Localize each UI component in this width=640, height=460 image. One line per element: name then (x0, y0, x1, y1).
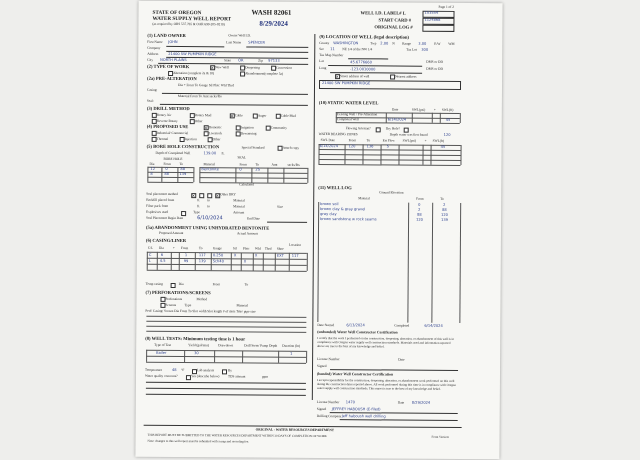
unbonded-cert-title: (unbonded) Water Well Constructor Certification (317, 329, 398, 335)
section-location-title: (9) LOCATION OF WELL (legal description) (319, 33, 409, 40)
well-log-table: Material From To brown soil 0 2 brown clay & gray gravel 2 88 gray clay 88 120 brown sandstone w rock seams 120 139 (317, 197, 460, 328)
well-label-caption: WELL I.D. LABEL# L (360, 10, 406, 16)
owner-well-id-label: Owner Well I.D. (228, 33, 251, 38)
date-completed-value: 6/14/2024 (424, 323, 443, 328)
section-well-log-title: (11) WELL LOG (318, 184, 352, 191)
owner-city: NORTH PLAINS (160, 57, 187, 63)
well-report-page: Page 1 of 2 STATE OF OREGON WATER SUPPLY WELL REPORT (as required by ORS 537.765 & OAR 690-205-0210) WASH 82061 8/29/2024 WELL I.D. LABEL# L 153554 START CARD # 1124868 ORIGINAL LOG # (1) LAND OWNER Owner Well I.D. First Name JOHN Last Name SPENCER Company Address 21400 SW PUMPKIN RIDGE City NORTH PLAINS State OR Zip 97133 (2) TYPE OF WORK ✕ New Well Deepening Conversion Alteration (complete 2a & 10) Abandonment(complete 5a) (2a) PRE-ALTERATION Dia + From To Gauge Stl Plstc Wld Thrd Casing: Material From To Amt sacks/lbs Seal: (3) DRILL METHOD Rotary Air Rotary Mud ✕ Cable Auger Cable Mud Reverse Rotary Other (4) PROPOSED USE ✕ Domestic Irrigation Community Industrial/ Commercial Livestock Dewatering Thermal Injection Other (5) BORE HOLE CONSTRUCTION Special Standard Attach copy Depth of Completed Well 139.00 ft. BORE HOLE SEAL Dia From To 12 0 88 8 88 139 Material From To Amt sacks/lbs Bentonite 0 25 Calculated Seal placement method ✕ ✕ Other DRY Backfill placed from ft. to Material Filter pack from ft. to Material Size Explosives used Type Amount Seal Placement Begin Date 6/10/2024 End Date (5a) ABANDONMENT USING UNHYDRATED BENTONITE Proposed Amount Actual Amount (6) CASING/LINER C/L Dia + From To Gauge Stl Plstc Wld Thrd Shoe Location C 6 1 117 0.250 X X EXT 117 L 4.5 99 139 Sch40 X Temp casing Dia From To (7) PERFORATIONS/SCREENS Perforations Method Screens Type Material Perf/ Casing/ Screen Dia From To Slot width Slot length # of slots Tele/ pipe size (8) WELL TESTS: Minimum testing time is 1 hour Type of Test Yield (gal/min) Drawdown Drill Stem/ Pump Depth Duration (hr) Bailer 30 1 Temperature 48 °F Lab analysis By Water quality concerns? Yes (describe below) TDS amount ppm (9) LOCATION OF WELL (legal description) County WASHINGTON Twp 2.00 N Range 3.00 E/W WM Sec 11 NE 1/4 of the NW 1/4 Tax Lot 300 Tax Map Number Lat 45.6776660 DMS or DD Long -123.0010000 DMS or DD ✕ Street address of well Nearest address 21400 SW PUMPKIN RIDGE (10) STATIC WATER LEVEL Date SWL(psi) + SWL(ft) Existing Well / Pre-Alteration Completed Well 6/14/2024 45 Flowing Artesian? Dry Hole? WATER BEARING ZONES Depth water was first found 120 SWL Date From To Est Flow SWL(psi) + SWL(ft) 6/14/2024 120 136 5 45 (11) WELL LOG Ground Elevation Material From To brown soil 0 2 brown clay & gray gravel 2 88 gray clay 88 120 brown sandstone w rock seams 120 139 Date Started 6/13/2024 Completed 6/14/2024 (unbonded) Water Well Constructor Certification I certify that the work I performed on the construction, deepening, alteration, or abandonment of this well is in compliance with Oregon water supply well construction standards. Materials used and information reported above are true to the best of my knowledge and belief. License Number Date Signed (bonded) Water Well Constructor Certification I accept responsibility for the construction, deepening, alteration, or abandonment work performed on this well during the construction dates reported above. All work performed during this time is in compliance with Oregon water supply well construction standards. This report is true to the best of my knowledge and belief. License Number 1470 Date 8/29/2024 Signed JEFFREY HABOUSH (E-filed) Drilling Company Jeff haboush well drilling ORIGINAL - WATER RESOURCES DEPARTMENT THIS REPORT MUST BE SUBMITTED TO THE WATER RESOURCES DEPARTMENT WITHIN 30 DAYS OF COMPLETION OF WORK Form Version: Note: changes to this well report must be submitted with a map and recording fee. (135, 1, 502, 460)
well-tests-table: Type of Test Yield (gal/min) Drawdown Drill Stem/ Pump Depth Duration (hr) Bailer 30 1 (146, 344, 306, 367)
footer-copy: ORIGINAL - WATER RESOURCES DEPARTMENT (255, 427, 335, 433)
log-row-4-material: brown sandstone w rock seams (320, 217, 377, 222)
county-value: WASHINGTON (333, 41, 359, 46)
bearing-date: 6/14/2024 (319, 144, 339, 149)
latitude-value: 45.6776660 (350, 60, 372, 65)
seal-begin-date: 6/10/2024 (197, 215, 223, 222)
casing-liner-table: C/L Dia + From To Gauge Stl Plstc Wld Thrd Shoe Location C 6 1 117 0.250 X X EXT 117 L 4.5 99 139 Sch40 X (147, 247, 307, 280)
log-row-2-from: 2 (418, 207, 421, 212)
date-started-value: 6/13/2024 (346, 323, 365, 328)
owner-state: OR (238, 58, 244, 63)
log-row-2-to: 88 (442, 207, 447, 212)
seal-method-a-checkbox (191, 193, 196, 198)
dry-hole-checkbox (404, 127, 409, 132)
report-date: 8/29/2024 (259, 19, 288, 28)
well-label-value: 153554 (424, 10, 439, 15)
bearing-flow: 5 (386, 144, 389, 149)
county-code: WASH 82061 (251, 8, 292, 17)
test-yield: 30 (194, 350, 199, 355)
section-abandonment-title: (5a) ABANDONMENT USING UNHYDRATED BENTONITE (145, 224, 270, 231)
bonded-license-number: 1470 (345, 400, 355, 405)
log-row-2-material: brown clay & gray gravel (320, 207, 366, 212)
completed-depth-value: 139.00 (203, 151, 217, 156)
owner-last-name: SPENCER (248, 40, 266, 45)
quarter-section: NE 1/4 of the NW 1/4 (342, 47, 373, 52)
section-land-owner-title: (1) LAND OWNER (147, 32, 186, 39)
flowing-artesian-checkbox (376, 127, 381, 132)
section-type-of-work-title: (2) TYPE OF WORK (147, 63, 190, 70)
well-street-address: 21400 SW PUMPKIN RIDGE (322, 80, 371, 85)
footer-note: Note: changes to this well report must be submitted with a map and recording fee. (147, 438, 250, 444)
temperature-value: 48 (172, 367, 177, 373)
owner-zip: 97133 (268, 58, 280, 63)
bonded-date: 8/29/2024 (411, 400, 431, 405)
page-number: Page 1 of 2 (438, 4, 454, 9)
township-value: 2.00 (380, 41, 389, 46)
seal-table: Material From To Amt sacks/lbs Bentonite 0 25 Calculated (199, 163, 307, 189)
owner-address: 21400 SW PUMPKIN RIDGE (168, 51, 217, 57)
bearing-to: 136 (366, 144, 374, 149)
bonded-cert-title: (bonded) Water Well Constructor Certification (316, 371, 394, 377)
bore-row-1-to: 88 (180, 167, 186, 172)
section-drill-method-title: (3) DRILL METHOD (146, 105, 190, 112)
unbonded-cert-text: I certify that the work I performed on the construction, deepening, alteration, or abandonment of this well is in compliance with Oregon water supply well construction standards. Materials used and information reported above are true to the best of my knowledge and belief. (317, 335, 454, 349)
section-bore-hole-title: (5) BORE HOLE CONSTRUCTION (146, 143, 220, 150)
bore-row-2-dia: 8 (150, 171, 153, 176)
bore-row-2-to: 139 (179, 172, 187, 177)
range-value: 3.00 (418, 41, 427, 46)
bearing-swl: 45 (440, 144, 446, 149)
log-row-1-to: 2 (443, 202, 446, 207)
report-title: WATER SUPPLY WELL REPORT (152, 15, 232, 23)
footer-instructions: THIS REPORT MUST BE SUBMITTED TO THE WATER RESOURCES DEPARTMENT WITHIN 30 DAYS OF COMPLETION OF WORK (147, 432, 327, 439)
section-static-water-title: (10) STATIC WATER LEVEL (318, 99, 379, 106)
bearing-from: 120 (348, 144, 356, 149)
original-log-caption: ORIGINAL LOG # (374, 24, 413, 30)
start-card-value: 1124868 (424, 17, 441, 22)
first-found-depth: 120 (443, 132, 451, 137)
test-duration: 1 (290, 351, 293, 356)
longitude-value: -123.0010000 (350, 67, 376, 72)
start-card-caption: START CARD # (378, 17, 412, 23)
seal-method-b-checkbox (199, 193, 204, 198)
tax-lot-value: 300 (421, 47, 429, 52)
water-bearing-table: SWL Date From To Est Flow SWL(psi) + SWL(ft) 6/14/2024 120 136 5 45 (318, 139, 460, 170)
drilling-company: Jeff haboush well drilling (341, 414, 386, 419)
log-row-4-to: 139 (441, 217, 448, 222)
log-row-3-material: gray clay (320, 212, 337, 217)
temp-casing-checkbox (171, 282, 176, 287)
section-pre-alteration-title: (2a) PRE-ALTERATION (147, 75, 197, 82)
bore-row-2-from: 88 (164, 171, 169, 176)
lab-yes-checkbox (222, 369, 227, 374)
owner-first-name: JOHN (168, 39, 178, 45)
seal-row-1-to: 25 (255, 167, 261, 172)
bonded-signature: JEFFREY HABOUSH (E-filed) (331, 407, 381, 412)
completed-swl-ft: 45 (445, 117, 451, 122)
bonded-cert-text: I accept responsibility for the construction, deepening, alteration, or abandonment work performed on this well during the construction dates reported above. All work performed during this time is in compliance with Oregon water supply well construction standards. This report is true to the best of my knowledge and belief. (316, 377, 456, 391)
statute-text: (as required by ORS 537.765 & OAR 690-205-0210) (152, 21, 225, 27)
footer-form-version: Form Version: (431, 434, 450, 439)
completed-swl-date: 6/14/2024 (387, 117, 407, 122)
explosives-checkbox (181, 211, 186, 216)
log-row-3-to: 120 (441, 212, 448, 217)
test-type: Bailer (156, 350, 167, 355)
section-perforations-title: (7) PERFORATIONS/SCREENS (145, 289, 211, 296)
section-casing-liner-title: (6) CASING/LINER (145, 237, 187, 244)
bore-row-1-dia: 12 (150, 166, 156, 171)
seal-row-1-material: Bentonite (201, 167, 219, 172)
log-row-4-from: 120 (416, 217, 423, 222)
seal-method-c-checkbox (207, 193, 212, 198)
log-row-1-from: 0 (418, 202, 421, 207)
section-proposed-use-title: (4) PROPOSED USE (146, 123, 189, 130)
section-number: 11 (330, 47, 335, 52)
log-row-1-material: brown soil (320, 202, 339, 207)
bore-row-1-from: 0 (165, 166, 168, 171)
bore-hole-table: Dia From To 12 0 88 8 88 139 (147, 163, 193, 188)
seal-row-1-from: 0 (239, 167, 242, 172)
log-row-3-from: 88 (417, 212, 422, 217)
state-title: STATE OF OREGON (152, 9, 202, 17)
static-water-table: Existing Well / Pre-Alteration Completed Well 6/14/2024 45 (336, 112, 460, 125)
section-well-tests-title: (8) WELL TESTS: Minimum testing time is 1 hour (145, 335, 246, 342)
